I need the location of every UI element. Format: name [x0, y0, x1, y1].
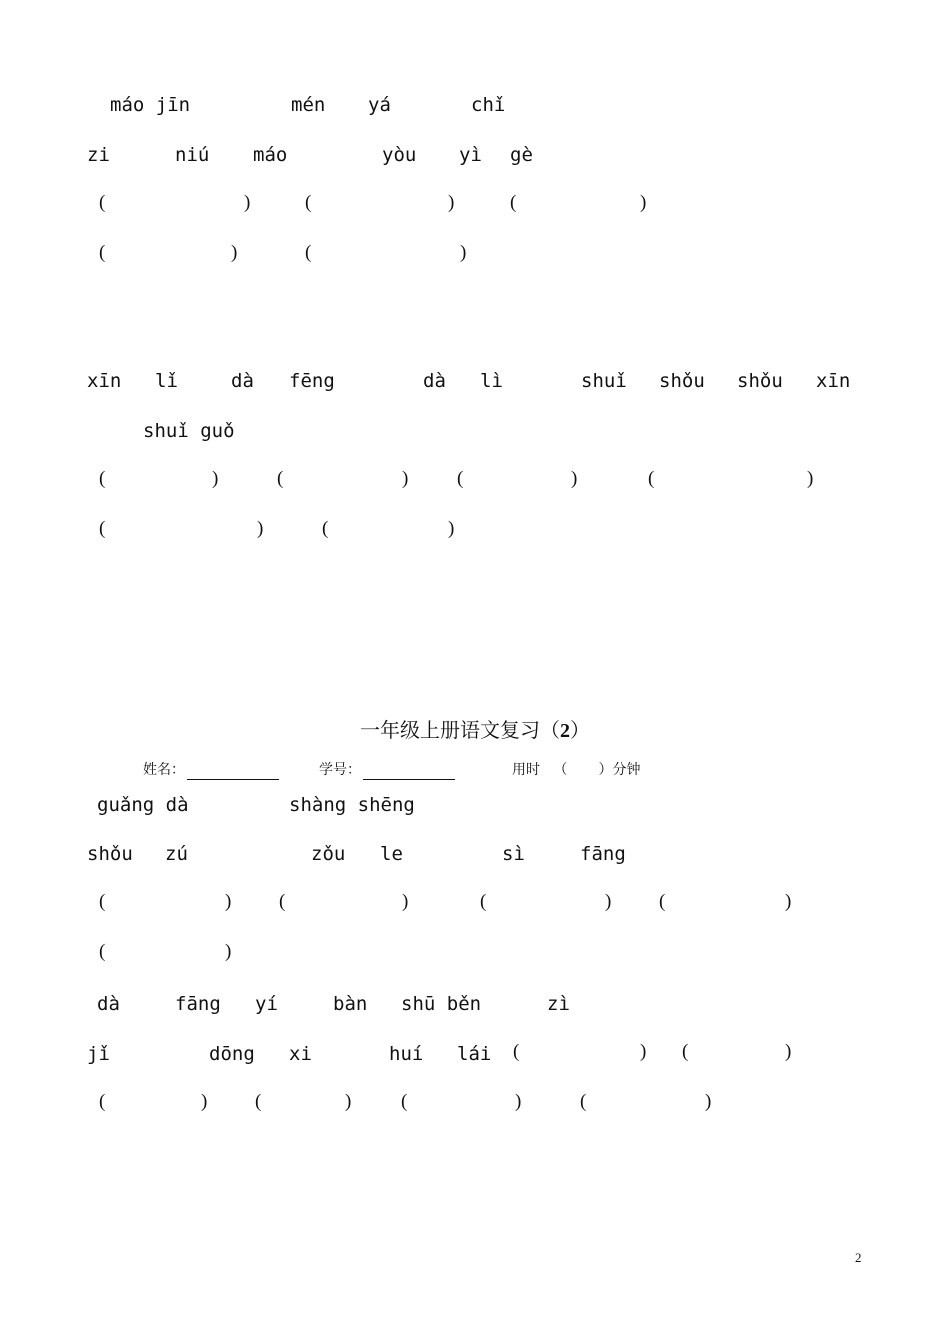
pinyin-word: shuǐ [581, 370, 627, 392]
answer-blank-open: ( [480, 891, 487, 912]
answer-blank-close: ) [705, 1091, 712, 1112]
pinyin-word: gè [510, 144, 533, 166]
answer-blank-open: ( [322, 518, 329, 539]
pinyin-word: lái [457, 1043, 492, 1065]
pinyin-word: lì [480, 370, 503, 392]
answer-blank-open: ( [305, 192, 312, 213]
answer-blank-open: ( [279, 891, 286, 912]
pinyin-word: shǒu [659, 370, 705, 392]
answer-blank-close: ) [402, 468, 409, 489]
answer-blank-close: ) [807, 468, 814, 489]
pinyin-word: yì [459, 144, 482, 166]
pinyin-word: yí [255, 993, 278, 1015]
pinyin-word: huí [389, 1043, 424, 1065]
pinyin-word: zú [165, 843, 188, 865]
worksheet-title: 一年级上册语文复习（2） [360, 718, 590, 742]
answer-blank-open: ( [580, 1091, 587, 1112]
pinyin-word: niú [175, 144, 210, 166]
pinyin-word: zǒu [311, 843, 346, 865]
answer-blank-close: ) [212, 468, 219, 489]
pinyin-word: xi [289, 1043, 312, 1065]
answer-blank-open: ( [255, 1091, 262, 1112]
answer-blank-open: ( [682, 1041, 689, 1062]
answer-blank-open: ( [513, 1041, 520, 1062]
answer-blank-close: ) [257, 518, 264, 539]
answer-blank-open: ( [659, 891, 666, 912]
answer-blank-open: ( [99, 518, 106, 539]
pinyin-word: fāng [175, 993, 221, 1015]
time-label: 用时 [512, 762, 540, 778]
answer-blank-open: ( [99, 891, 106, 912]
pinyin-word: shàng shēng [289, 794, 415, 816]
answer-blank-close: ) [225, 891, 232, 912]
pinyin-word: shū běn [401, 993, 482, 1015]
pinyin-word: dà [423, 370, 446, 392]
student-number-label: 学号： [319, 762, 361, 778]
answer-blank-close: ) [515, 1091, 522, 1112]
answer-blank-close: ) [201, 1091, 208, 1112]
name-label: 姓名： [143, 762, 185, 778]
answer-blank-close: ) [605, 891, 612, 912]
answer-blank-open: ( [99, 468, 106, 489]
pinyin-word: xīn [87, 370, 122, 392]
page-number: 2 [855, 1250, 862, 1265]
pinyin-word: fēng [289, 370, 335, 392]
answer-blank-close: ) [448, 518, 455, 539]
answer-blank-open: ( [99, 192, 106, 213]
pinyin-word: dà [231, 370, 254, 392]
pinyin-word: lǐ [155, 370, 178, 392]
answer-blank-close: ) [402, 891, 409, 912]
pinyin-word: bàn [333, 993, 368, 1015]
time-open: （ [553, 762, 568, 778]
pinyin-word: dōng [209, 1043, 255, 1065]
answer-blank-open: ( [99, 1091, 106, 1112]
pinyin-word: yòu [382, 144, 417, 166]
pinyin-word: máo jīn [110, 94, 191, 116]
answer-blank-close: ) [244, 192, 251, 213]
answer-blank-open: ( [305, 242, 312, 263]
answer-blank-open: ( [277, 468, 284, 489]
answer-blank-close: ) [640, 1041, 647, 1062]
answer-blank-open: ( [510, 192, 517, 213]
pinyin-word: máo [253, 144, 288, 166]
answer-blank-close: ) [571, 468, 578, 489]
pinyin-word: zi [87, 144, 110, 166]
answer-blank-close: ) [785, 891, 792, 912]
answer-blank-close: ) [225, 941, 232, 962]
answer-blank-close: ) [345, 1091, 352, 1112]
pinyin-word: jǐ [87, 1043, 110, 1065]
answer-blank-close: ) [231, 242, 238, 263]
student-number-field[interactable] [319, 760, 455, 780]
pinyin-word: chǐ [471, 94, 506, 116]
time-field [512, 760, 641, 780]
pinyin-word: mén [291, 94, 326, 116]
student-number-underline[interactable] [363, 763, 455, 780]
answer-blank-close: ) [448, 192, 455, 213]
pinyin-word: dà [97, 993, 120, 1015]
name-field[interactable] [143, 760, 279, 780]
pinyin-word: sì [502, 843, 525, 865]
pinyin-word: shǒu [87, 843, 133, 865]
name-underline[interactable] [187, 763, 279, 780]
pinyin-word: fāng [580, 843, 626, 865]
answer-blank-open: ( [648, 468, 655, 489]
answer-blank-close: ) [785, 1041, 792, 1062]
pinyin-word: yá [368, 94, 391, 116]
pinyin-word: zì [547, 993, 570, 1015]
answer-blank-open: ( [401, 1091, 408, 1112]
answer-blank-close: ) [640, 192, 647, 213]
answer-blank-close: ) [460, 242, 467, 263]
pinyin-word: xīn [816, 370, 851, 392]
pinyin-word: le [380, 843, 403, 865]
pinyin-word: shuǐ guǒ [143, 420, 235, 442]
answer-blank-open: ( [99, 242, 106, 263]
answer-blank-open: ( [99, 941, 106, 962]
answer-blank-open: ( [457, 468, 464, 489]
pinyin-word: shǒu [737, 370, 783, 392]
time-close: ）分钟 [598, 762, 641, 778]
pinyin-word: guǎng dà [97, 794, 189, 816]
